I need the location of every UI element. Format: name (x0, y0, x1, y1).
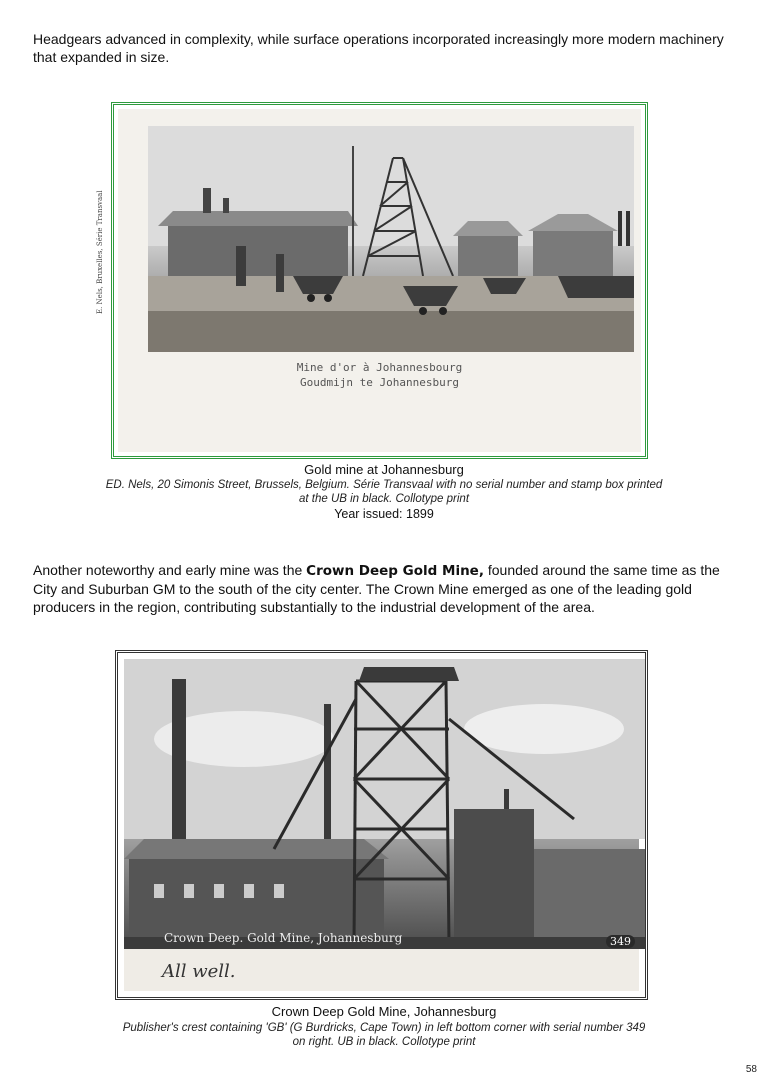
page-number: 58 (745, 1064, 757, 1075)
postcard-2-print-caption: Crown Deep. Gold Mine, Johannesburg (164, 931, 403, 945)
postcard-2-frame (115, 650, 648, 1000)
postcard-1-caption-nl: Goudmijn te Johannesburg (300, 376, 459, 389)
postcard-2-serial-number: 349 (606, 935, 635, 948)
postcard-1 (96, 109, 641, 452)
paragraph-bold-mine-name: Crown Deep Gold Mine, (306, 563, 484, 579)
postcard-1-photo (148, 126, 634, 352)
postcard-1-year: Year issued: 1899 (334, 507, 434, 521)
postcard-2-handwriting: All well. (162, 961, 236, 982)
gold-mine-illustration (148, 126, 634, 352)
paragraph-crown-deep (33, 561, 733, 616)
postcard-2-description-part1: Publisher's crest containing 'GB' (G Burdricks, Cape Town) in left bottom corner (122, 1022, 527, 1034)
postcard-1-title: Gold mine at Johannesburg (304, 462, 464, 477)
postcard-1-publisher-imprint: E. Nels, Bruxelles, Série Transvaal (96, 190, 104, 314)
postcard-1-description: ED. Nels, 20 Simonis Street, Brussels, Belgium. Série Transvaal with no serial number and stamp box printed at the UB in black. Collotype print (105, 479, 663, 505)
postcard-2-description-part2: with serial number 349 on right. UB in black. Collotype print (292, 1022, 646, 1048)
postcard-2 (124, 659, 639, 991)
postcard-2-description (120, 1021, 648, 1049)
crown-deep-mine-illustration (124, 659, 645, 949)
paragraph-text-before: Another noteworthy and early mine was the (33, 562, 307, 578)
postcard-1-frame (96, 102, 648, 459)
postcard-2-title: Crown Deep Gold Mine, Johannesburg (271, 1004, 497, 1019)
intro-paragraph: Headgears advanced in complexity, while surface operations incorporated increasingly more modern machinery that expanded in size. (33, 31, 724, 65)
postcard-2-photo (124, 659, 639, 949)
paragraph-text-after: founded around the same time as the City and Suburban GM to the south of the city center. The Crown Mine emerged as one of the leading gold producers in the region, contributing substantially to the industrial development of the area. (33, 562, 720, 615)
postcard-1-caption-fr: Mine d'or à Johannesbourg (296, 361, 463, 374)
